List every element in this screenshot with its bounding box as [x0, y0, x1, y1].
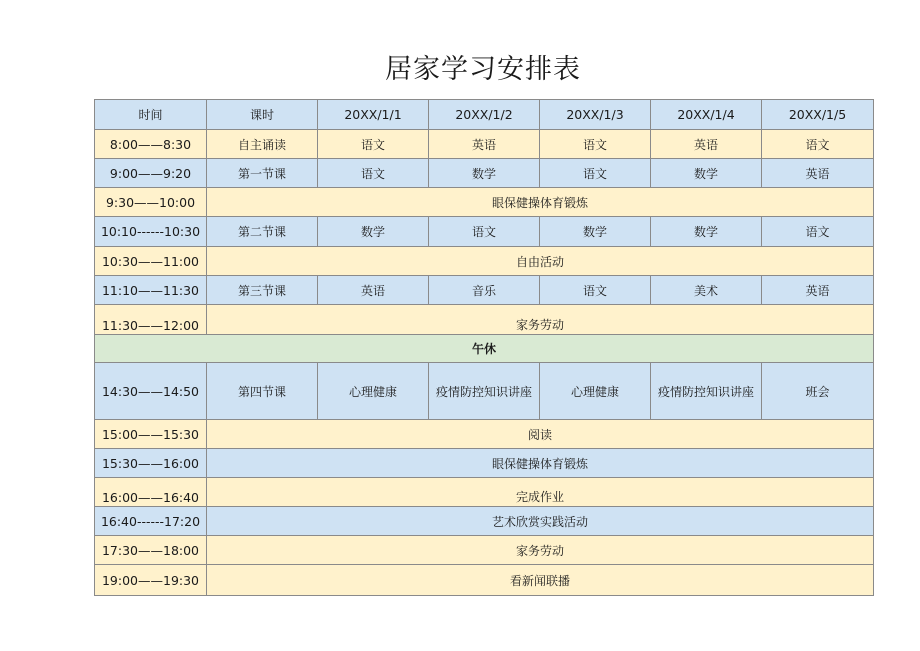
activity-cell: 家务劳动 [207, 536, 874, 565]
header-date: 20XX/1/5 [762, 100, 874, 130]
subject-cell: 语文 [762, 217, 874, 247]
subject-cell: 语文 [540, 159, 651, 188]
table-row [95, 565, 874, 596]
time-cell: 10:30——11:00 [95, 247, 207, 276]
table-row [95, 363, 874, 420]
subject-cell: 英语 [318, 276, 429, 305]
table-row [95, 159, 874, 188]
subject-cell: 语文 [762, 130, 874, 159]
lesson-cell: 自主诵读 [207, 130, 318, 159]
subject-cell: 心理健康 [318, 363, 429, 420]
subject-cell: 数学 [540, 217, 651, 247]
subject-cell: 英语 [762, 159, 874, 188]
activity-cell: 自由活动 [207, 247, 874, 276]
time-cell: 17:30——18:00 [95, 536, 207, 565]
subject-cell: 语文 [318, 159, 429, 188]
table-row [95, 478, 874, 507]
subject-cell: 语文 [318, 130, 429, 159]
subject-cell: 美术 [651, 276, 762, 305]
subject-cell: 数学 [651, 217, 762, 247]
activity-cell: 艺术欣赏实践活动 [207, 507, 874, 536]
table-row [95, 247, 874, 276]
activity-cell: 完成作业 [207, 478, 874, 507]
subject-cell: 语文 [540, 130, 651, 159]
header-date: 20XX/1/4 [651, 100, 762, 130]
subject-cell: 心理健康 [540, 363, 651, 420]
lesson-cell: 第二节课 [207, 217, 318, 247]
subject-cell: 语文 [540, 276, 651, 305]
time-cell: 16:00——16:40 [95, 478, 207, 507]
lesson-cell: 第三节课 [207, 276, 318, 305]
table-row [95, 507, 874, 536]
table-row [95, 217, 874, 247]
subject-cell: 疫情防控知识讲座 [651, 363, 762, 420]
activity-cell: 眼保健操体育锻炼 [207, 449, 874, 478]
header-row [95, 100, 874, 130]
subject-cell: 疫情防控知识讲座 [429, 363, 540, 420]
lesson-cell: 第四节课 [207, 363, 318, 420]
time-cell: 14:30——14:50 [95, 363, 207, 420]
break-row [95, 335, 874, 363]
subject-cell: 数学 [651, 159, 762, 188]
header-lesson: 课时 [207, 100, 318, 130]
activity-cell: 家务劳动 [207, 305, 874, 335]
subject-cell: 数学 [318, 217, 429, 247]
time-cell: 16:40------17:20 [95, 507, 207, 536]
schedule-table [94, 99, 874, 596]
time-cell: 11:30——12:00 [95, 305, 207, 335]
time-cell: 8:00——8:30 [95, 130, 207, 159]
subject-cell: 英语 [762, 276, 874, 305]
time-cell: 10:10------10:30 [95, 217, 207, 247]
table-row [95, 305, 874, 335]
table-row [95, 420, 874, 449]
time-cell: 19:00——19:30 [95, 565, 207, 596]
subject-cell: 班会 [762, 363, 874, 420]
subject-cell: 数学 [429, 159, 540, 188]
header-date: 20XX/1/3 [540, 100, 651, 130]
subject-cell: 语文 [429, 217, 540, 247]
table-row [95, 449, 874, 478]
page-title: 居家学习安排表 [385, 54, 581, 85]
table-row [95, 188, 874, 217]
table-row [95, 536, 874, 565]
lunch-break-cell: 午休 [95, 335, 874, 363]
header-date: 20XX/1/1 [318, 100, 429, 130]
subject-cell: 英语 [429, 130, 540, 159]
subject-cell: 英语 [651, 130, 762, 159]
header-time: 时间 [95, 100, 207, 130]
table-row [95, 276, 874, 305]
time-cell: 15:00——15:30 [95, 420, 207, 449]
activity-cell: 看新闻联播 [207, 565, 874, 596]
time-cell: 9:30——10:00 [95, 188, 207, 217]
time-cell: 9:00——9:20 [95, 159, 207, 188]
table-row [95, 130, 874, 159]
time-cell: 11:10——11:30 [95, 276, 207, 305]
activity-cell: 阅读 [207, 420, 874, 449]
header-date: 20XX/1/2 [429, 100, 540, 130]
time-cell: 15:30——16:00 [95, 449, 207, 478]
activity-cell: 眼保健操体育锻炼 [207, 188, 874, 217]
subject-cell: 音乐 [429, 276, 540, 305]
lesson-cell: 第一节课 [207, 159, 318, 188]
